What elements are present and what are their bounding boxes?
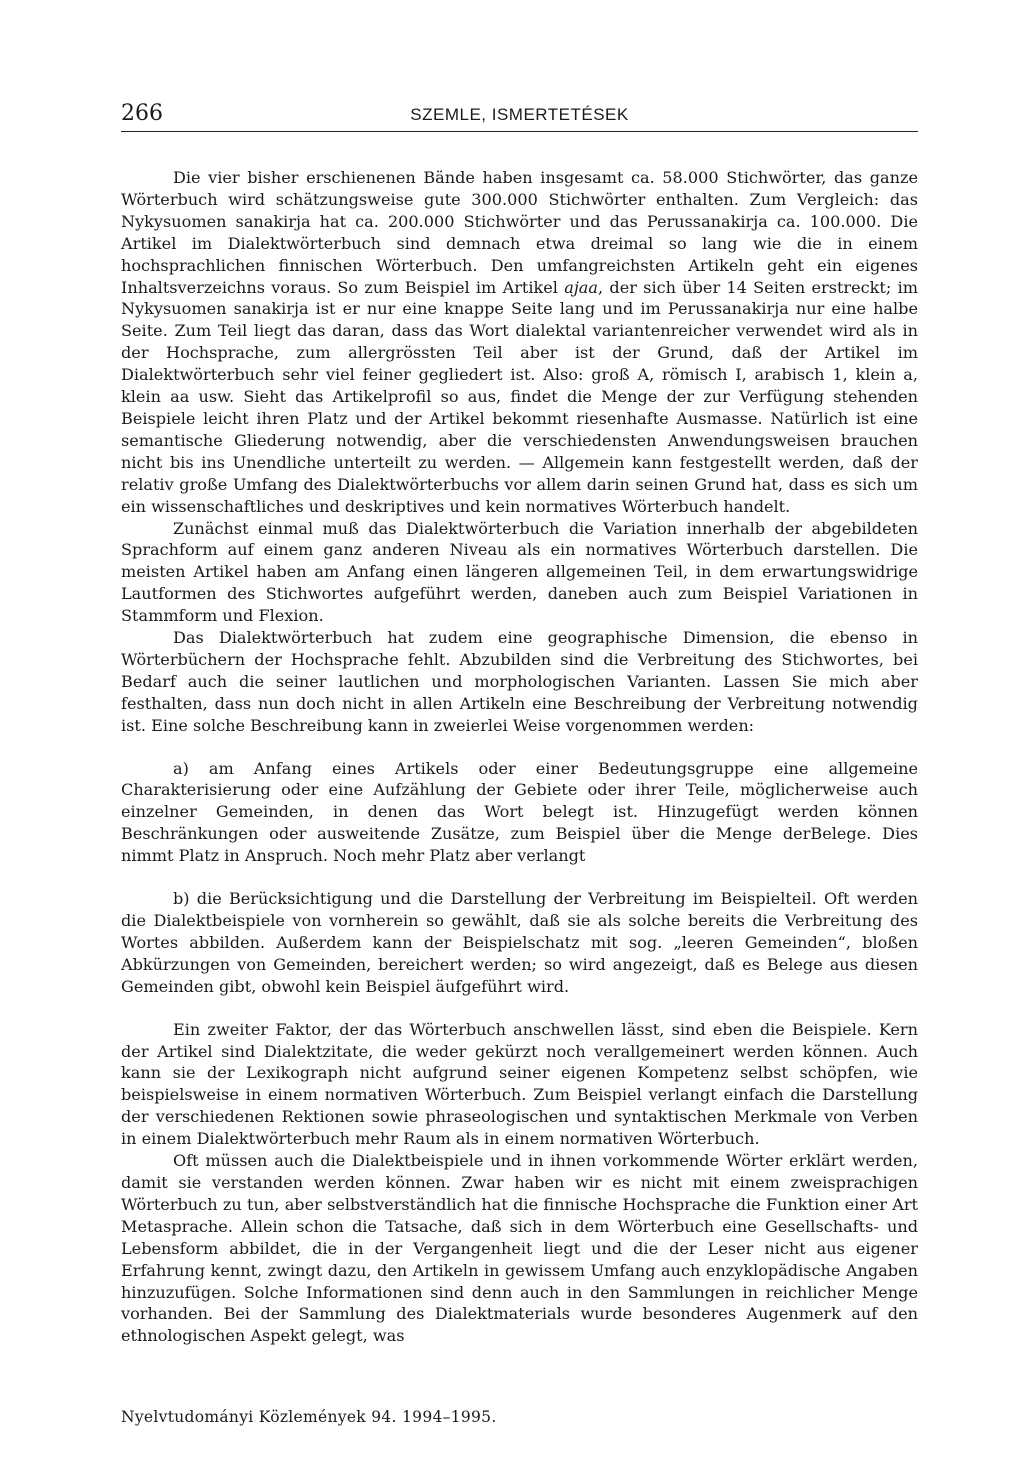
paragraph <box>121 167 918 518</box>
list-item-b: b) die Berücksichtigung und die Darstellung der Verbreitung im Beispielteil. Oft werden die Dialektbeispiele von vornherein so gewählt, daß sie als solche bereits die Verbreitung des Wortes abbilden. Außerdem kann der Beispielschatz mit sog. „leeren Gemeinden“, bloßen Abkürzungen von Gemeinden, bereichert werden; so wird angezeigt, daß es Belege aus diesen Gemeinden gibt, obwohl kein Beispiel äufgeführt wird. <box>121 889 918 996</box>
page-number: 266 <box>121 101 163 126</box>
paragraph: Das Dialektwörterbuch hat zudem eine geographische Dimension, die ebenso in Wörterbüchern der Hochsprache fehlt. Abzubilden sind die Verbreitung des Stichwortes, bei Bedarf auch die seiner lautlichen und morphologischen Varianten. Lassen Sie mich aber festhalten, dass nun doch nicht in allen Artikeln eine Beschreibung der Verbreitung notwendig ist. Eine solche Beschreibung kann in zweierlei Weise vorgenommen werden: <box>121 628 918 735</box>
italic-term: ajaa <box>564 277 598 297</box>
page-header <box>121 101 918 132</box>
article-body <box>121 167 918 1347</box>
journal-footer: Nyelvtudományi Közlemények 94. 1994–1995. <box>121 1408 497 1426</box>
list-item-a: a) am Anfang eines Artikels oder einer Bedeutungsgruppe eine allgemeine Charakterisierung oder eine Aufzählung der Gebiete oder ihrer Teile, möglicherweise auch einzelner Gemeinden, in denen das Wort belegt ist. Hinzugefügt werden können Beschränkungen oder ausweitende Zusätze, zum Beispiel über die Menge derBelege. Dies nimmt Platz in Anspruch. Noch mehr Platz aber verlangt <box>121 758 918 866</box>
paragraph-text: Die vier bisher erschienenen Bände haben insgesamt ca. 58.000 Stichwörter, das ganze Wörterbuch wird schätzungsweise gute 300.000 Stichwörter enthalten. Zum Vergleich: das Nykysuomen sanakirja hat ca. 200.000 Stichwörter und das Perussanakirja ca. 100.000. Die Artikel im Dialektwörterbuch sind demnach etwa dreimal so lang wie die in einem hochsprachlichen finnischen Wörterbuch. Den umfangreichsten Artikeln geht ein eigenes Inhaltsverzeichns voraus. So zum Beispiel im Artikel <box>121 168 918 297</box>
paragraph: Ein zweiter Faktor, der das Wörterbuch anschwellen lässt, sind eben die Beispiele. Kern der Artikel sind Dialektzitate, die weder gekürzt noch verallgemeinert werden können. Auch kann sie der Lexikograph nicht aufgrund seiner eigenen Kompetenz selbst schöpfen, wie beispielsweise in einem normativen Wörterbuch. Zum Beispiel verlangt einfach die Darstellung der verschiedenen Rektionen sowie phraseologischen und syntaktischen Merkmale von Verben in einem Dialektwörterbuch mehr Raum als in einem normativen Wörterbuch. <box>121 1019 918 1149</box>
paragraph: Oft müssen auch die Dialektbeispiele und in ihnen vorkommende Wörter erklärt werden, damit sie verstanden werden können. Zwar haben wir es nicht mit einem zweisprachigen Wörterbuch zu tun, aber selbstverständlich hat die finnische Hochsprache die Funktion einer Art Metasprache. Allein schon die Tatsache, daß sich in dem Wörterbuch eine Gesellschafts- und Lebensform abbildet, die in der Vergangenheit liegt und die der Leser nicht aus eigener Erfahrung kennt, zwingt dazu, den Artikeln in gewissem Umfang auch enzyklopädische Angaben hinzuzufügen. Solche Informationen sind denn auch in den Sammlungen in reichlicher Menge vorhanden. Bei der Sammlung des Dialektmaterials wurde besonderes Augenmerk auf den ethnologischen Aspekt gelegt, was <box>121 1151 918 1346</box>
running-head: SZEMLE, ISMERTETÉSEK <box>410 105 629 124</box>
paragraph: Zunächst einmal muß das Dialektwörterbuch die Variation innerhalb der abgebildeten Sprachform auf einem ganz anderen Niveau als ein normatives Wörterbuch darstellen. Die meisten Artikel haben am Anfang einen längeren allgemeinen Teil, in dem erwartungswidrige Lautformen des Stichwortes aufgeführt werden, daneben auch zum Beispiel Variationen in Stammform und Flexion. <box>121 518 918 626</box>
paragraph-text: , der sich über 14 Seiten erstreckt; im Nykysuomen sanakirja ist er nur eine knappe Seite lang und im Perussanakirja nur eine halbe Seite. Zum Teil liegt das daran, dass das Wort dialektal variantenreicher verwendet wird als in der Hochsprache, zum allergrössten Teil aber ist der Grund, daß der Artikel im Dialektwörterbuch sehr viel feiner gegliedert ist. Also: groß A, römisch I, arabisch 1, klein a, klein aa usw. Sieht das Artikelprofil so aus, findet die Menge der zur Verfügung stehenden Beispiele leicht ihren Platz und der Artikel bekommt riesenhafte Ausmasse. Natürlich ist eine semantische Gliederung notwendig, aber die verschiedensten Anwendungsweisen brauchen nicht bis ins Unendliche unterteilt zu werden. — Allgemein kann festgestellt werden, daß der relativ große Umfang des Dialektwörterbuchs vor allem darin seinen Grund hat, dass es sich um ein wissenschaftliches und deskriptives und kein normatives Wörterbuch handelt. <box>121 277 918 516</box>
